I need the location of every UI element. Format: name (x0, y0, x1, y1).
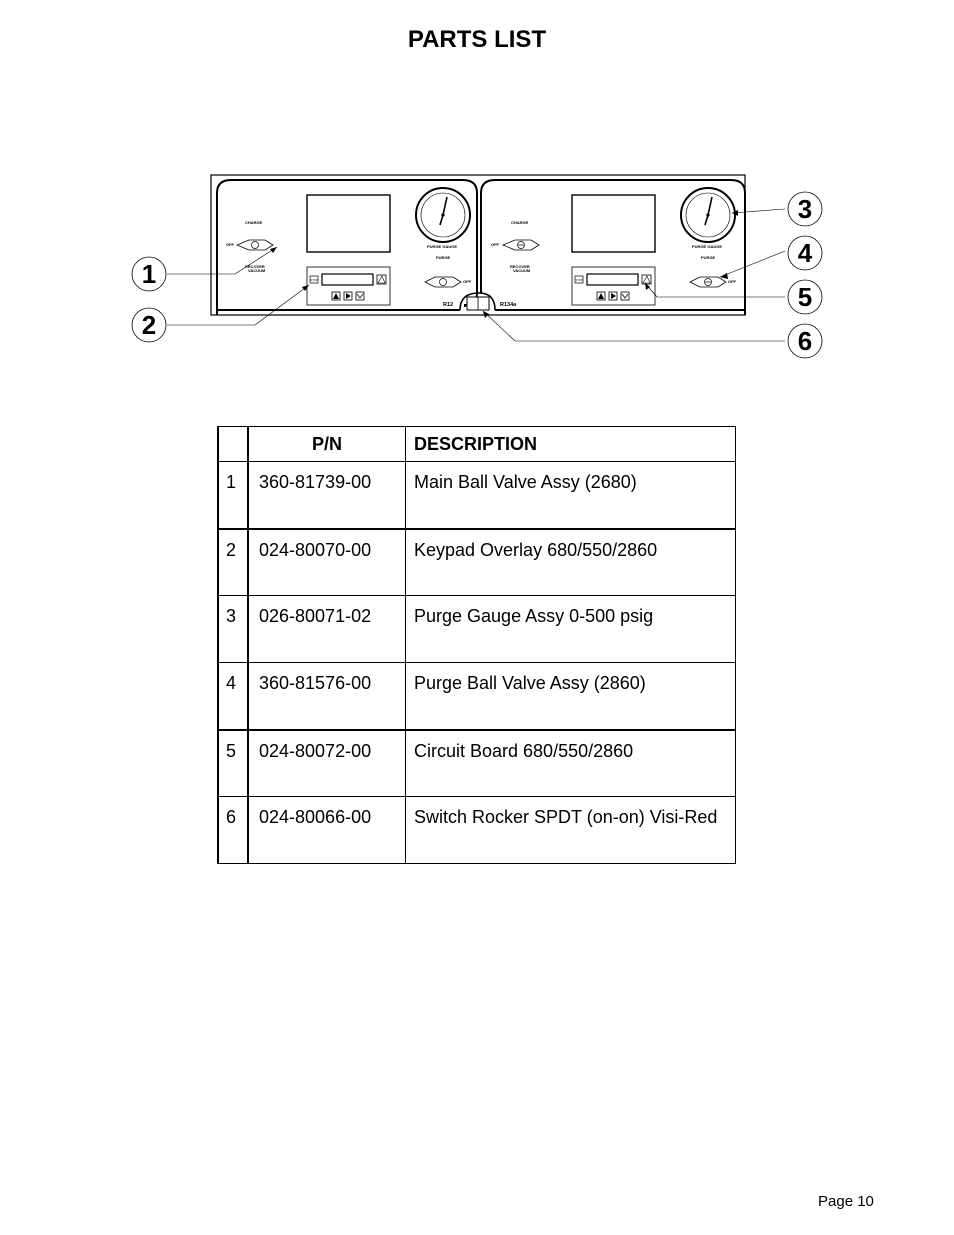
row-pn: 024-80066-00 (248, 797, 406, 864)
left-purge-gauge (416, 188, 470, 242)
table-row (218, 529, 736, 596)
left-charge-label: CHARGE (245, 220, 263, 225)
row-pn: 360-81739-00 (248, 462, 406, 529)
table-row (218, 462, 736, 529)
left-keypad (307, 267, 390, 305)
header-num (218, 427, 248, 462)
row-pn: 360-81576-00 (248, 663, 406, 730)
left-gauge-label: PURGE GAUGE (427, 244, 458, 249)
row-description: Main Ball Valve Assy (2680) (406, 462, 736, 529)
row-num: 2 (218, 529, 248, 596)
rocker-switch (467, 297, 489, 310)
callout-3 (788, 192, 822, 226)
callout-6 (788, 324, 822, 358)
row-description: Purge Gauge Assy 0-500 psig (406, 596, 736, 663)
svg-text:6: 6 (797, 326, 813, 356)
right-recover-label: RECOVER (510, 264, 530, 269)
right-purge-label: PURGE (701, 255, 716, 260)
right-charge-label: CHARGE (511, 220, 529, 225)
svg-text:4: 4 (797, 238, 813, 268)
row-num: 3 (218, 596, 248, 663)
right-display-window (572, 195, 655, 252)
svg-text:1: 1 (141, 259, 157, 289)
callout-4 (788, 236, 822, 270)
svg-text:STOP: STOP (575, 279, 583, 282)
left-display-window (307, 195, 390, 252)
right-keypad (572, 267, 655, 305)
row-description: Circuit Board 680/550/2860 (406, 730, 736, 797)
right-vacuum-label: VACUUM (513, 268, 531, 273)
row-num: 1 (218, 462, 248, 529)
row-pn: 024-80070-00 (248, 529, 406, 596)
callout-1 (132, 257, 166, 291)
header-description: DESCRIPTION (406, 427, 736, 462)
callout-2 (132, 308, 166, 342)
row-description: Keypad Overlay 680/550/2860 (406, 529, 736, 596)
right-purge-off-label: OFF (728, 279, 736, 284)
right-refrigerant-label: R134a (500, 302, 517, 308)
control-panel-diagram (125, 165, 835, 365)
row-description: Purge Ball Valve Assy (2860) (406, 663, 736, 730)
header-pn: P/N (248, 427, 406, 462)
svg-text:5: 5 (797, 282, 813, 312)
right-purge-gauge (681, 188, 735, 242)
left-recover-label: RECOVER (245, 264, 265, 269)
left-vacuum-label: VACUUM (248, 268, 266, 273)
table-row (218, 663, 736, 730)
row-pn: 026-80071-02 (248, 596, 406, 663)
page-title: PARTS LIST (407, 26, 547, 53)
row-num: 5 (218, 730, 248, 797)
row-pn: 024-80072-00 (248, 730, 406, 797)
right-gauge-label: PURGE GAUGE (692, 244, 723, 249)
svg-text:3: 3 (797, 194, 813, 224)
table-row (218, 797, 736, 864)
svg-text:STOP: STOP (310, 279, 318, 282)
parts-table (217, 426, 736, 864)
table-row (218, 730, 736, 797)
right-off-label: OFF (491, 242, 499, 247)
callout-5 (788, 280, 822, 314)
left-purge-label: PURGE (436, 255, 451, 260)
left-refrigerant-label: R12 (443, 302, 454, 308)
row-num: 6 (218, 797, 248, 864)
row-num: 4 (218, 663, 248, 730)
page-number: Page 10 (818, 1193, 874, 1210)
left-purge-off-label: OFF (463, 279, 471, 284)
left-off-label: OFF (226, 242, 234, 247)
row-description: Switch Rocker SPDT (on-on) Visi-Red (406, 797, 736, 864)
table-row (218, 596, 736, 663)
svg-text:2: 2 (141, 310, 157, 340)
table-header-row (218, 427, 736, 462)
